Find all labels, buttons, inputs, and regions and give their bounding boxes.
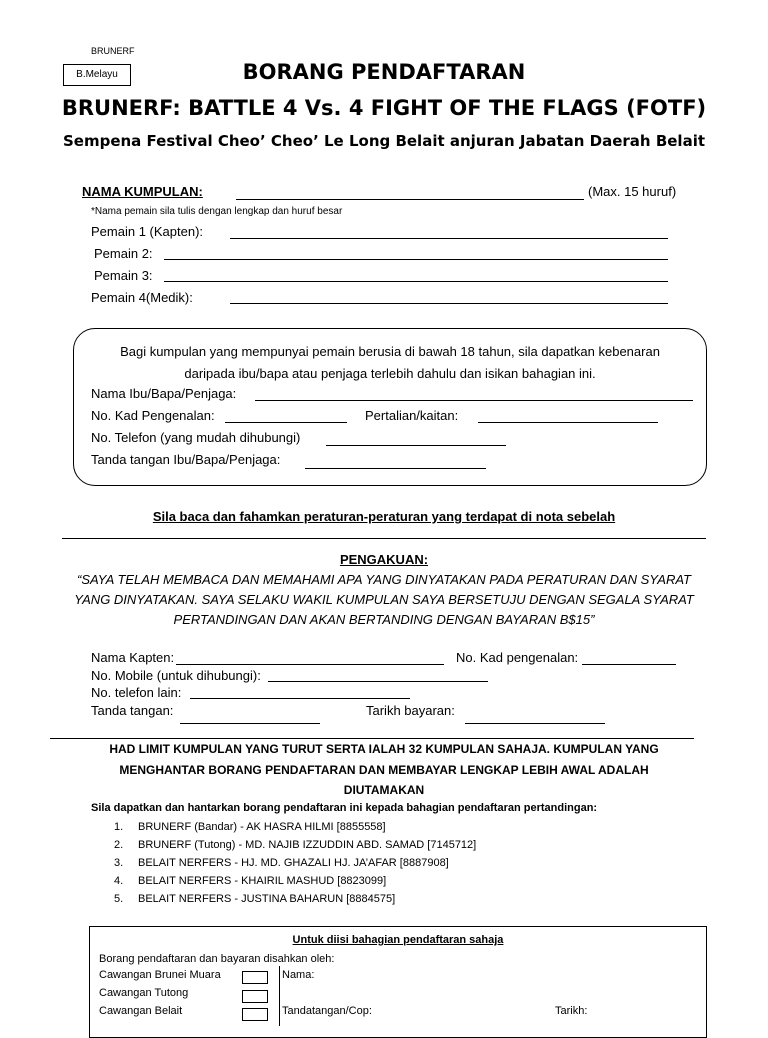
guardian-intro-line-1: Bagi kumpulan yang mempunyai pemain berusia di bawah 18 tahun, sila dapatkan kebenaran: [120, 344, 660, 359]
declaration-line-1: “SAYA TELAH MEMBACA DAN MEMAHAMI APA YANG DINYATAKAN PADA PERATURAN DAN SYARAT: [76, 572, 691, 587]
contact-num: 3.: [114, 857, 124, 869]
office-verified-by: Borang pendaftaran dan bayaran disahkan oleh:: [99, 953, 335, 965]
event-title: BRUNERF: BATTLE 4 Vs. 4 FIGHT OF THE FLAGS (FOTF): [61, 96, 707, 120]
limit-notice-line-1: HAD LIMIT KUMPULAN YANG TURUT SERTA IALAH 32 KUMPULAN SAHAJA. KUMPULAN YANG: [109, 742, 659, 756]
team-name-label: NAMA KUMPULAN:: [82, 184, 203, 199]
branch-tutong-label: Cawangan Tutong: [99, 987, 189, 999]
guardian-phone-label: No. Telefon (yang mudah dihubungi): [91, 430, 301, 445]
captain-other-phone-field[interactable]: [190, 698, 410, 699]
declaration-line-3: PERTANDINGAN DAN AKAN BERTANDING DENGAN BAYARAN B$15”: [173, 612, 595, 627]
office-signature-label: Tandatangan/Cop:: [282, 1005, 372, 1017]
captain-ic-field[interactable]: [582, 664, 676, 665]
limit-notice-line-3: DIUTAMAKAN: [343, 783, 425, 797]
office-date-label: Tarikh:: [555, 1005, 588, 1017]
contact-num: 2.: [114, 839, 124, 851]
contact-num: 5.: [114, 893, 124, 905]
player-name-instruction: *Nama pemain sila tulis dengan lengkap dan huruf besar: [91, 206, 343, 217]
declaration-line-2: YANG DINYATAKAN. SAYA SELAKU WAKIL KUMPULAN SAYA BERSETUJU DENGAN SEGALA SYARAT: [74, 592, 694, 607]
player-3-label: Pemain 3:: [94, 268, 153, 283]
player-2-label: Pemain 2:: [94, 246, 153, 261]
player-1-label: Pemain 1 (Kapten):: [91, 224, 204, 239]
guardian-intro-line-2: daripada ibu/bapa atau penjaga terlebih dahulu dan isikan bahagian ini.: [184, 366, 596, 381]
office-vertical-divider: [279, 966, 280, 1026]
branch-tutong-checkbox[interactable]: [242, 990, 268, 1003]
rules-note: Sila baca dan fahamkan peraturan-peraturan yang terdapat di nota sebelah: [152, 509, 616, 524]
captain-ic-label: No. Kad pengenalan:: [456, 650, 579, 665]
captain-mobile-label: No. Mobile (untuk dihubungi):: [91, 668, 261, 683]
branch-belait-checkbox[interactable]: [242, 1008, 268, 1021]
contact-item: BELAIT NERFERS - JUSTINA BAHARUN [8884575]: [138, 893, 396, 905]
branch-brunei-muara-label: Cawangan Brunei Muara: [99, 969, 221, 981]
guardian-name-field[interactable]: [255, 400, 693, 401]
form-code: BRUNERF: [91, 46, 135, 56]
branch-belait-label: Cawangan Belait: [99, 1005, 183, 1017]
limit-notice-line-2: MENGHANTAR BORANG PENDAFTARAN DAN MEMBAYAR LENGKAP LEBIH AWAL ADALAH: [119, 763, 649, 777]
event-tagline: Sempena Festival Cheo’ Cheo’ Le Long Belait anjuran Jabatan Daerah Belait: [62, 132, 706, 150]
captain-name-label: Nama Kapten:: [91, 650, 175, 665]
guardian-signature-field[interactable]: [305, 468, 486, 469]
office-name-label: Nama:: [282, 969, 315, 981]
section-divider-2: [50, 738, 694, 739]
team-name-field[interactable]: [236, 199, 584, 200]
guardian-relation-field[interactable]: [478, 422, 658, 423]
guardian-signature-label: Tanda tangan Ibu/Bapa/Penjaga:: [91, 452, 281, 467]
contact-num: 4.: [114, 875, 124, 887]
contact-item: BRUNERF (Tutong) - MD. NAJIB IZZUDDIN ABD. SAMAD [7145712]: [138, 839, 477, 851]
captain-other-phone-label: No. telefon lain:: [91, 685, 182, 700]
payment-date-field[interactable]: [465, 723, 605, 724]
contact-num: 1.: [114, 821, 124, 833]
guardian-name-label: Nama Ibu/Bapa/Penjaga:: [91, 386, 237, 401]
language-badge: B.Melayu: [63, 64, 131, 86]
office-use-heading: Untuk diisi bahagian pendaftaran sahaja: [292, 934, 504, 946]
contact-item: BELAIT NERFERS - KHAIRIL MASHUD [8823099]: [138, 875, 387, 887]
form-title: BORANG PENDAFTARAN: [242, 60, 526, 84]
player-3-field[interactable]: [164, 281, 668, 282]
captain-signature-label: Tanda tangan:: [91, 703, 174, 718]
player-1-field[interactable]: [230, 238, 668, 239]
guardian-phone-field[interactable]: [326, 445, 506, 446]
payment-date-label: Tarikh bayaran:: [366, 703, 455, 718]
player-2-field[interactable]: [164, 259, 668, 260]
player-4-label: Pemain 4(Medik):: [91, 290, 193, 305]
captain-name-field[interactable]: [176, 664, 444, 665]
submission-instruction: Sila dapatkan dan hantarkan borang pendaftaran ini kepada bahagian pendaftaran pertandingan:: [91, 802, 598, 814]
branch-brunei-muara-checkbox[interactable]: [242, 971, 268, 984]
section-divider: [62, 538, 706, 539]
guardian-relation-label: Pertalian/kaitan:: [365, 408, 459, 423]
guardian-ic-label: No. Kad Pengenalan:: [91, 408, 215, 423]
captain-mobile-field[interactable]: [268, 681, 488, 682]
contact-item: BRUNERF (Bandar) - AK HASRA HILMI [8855558]: [138, 821, 386, 833]
declaration-heading: PENGAKUAN:: [339, 552, 429, 567]
guardian-ic-field[interactable]: [225, 422, 347, 423]
captain-signature-field[interactable]: [180, 723, 320, 724]
team-name-max-note: (Max. 15 huruf): [588, 184, 677, 199]
contact-item: BELAIT NERFERS - HJ. MD. GHAZALI HJ. JA’AFAR [8887908]: [138, 857, 449, 869]
player-4-field[interactable]: [230, 303, 668, 304]
